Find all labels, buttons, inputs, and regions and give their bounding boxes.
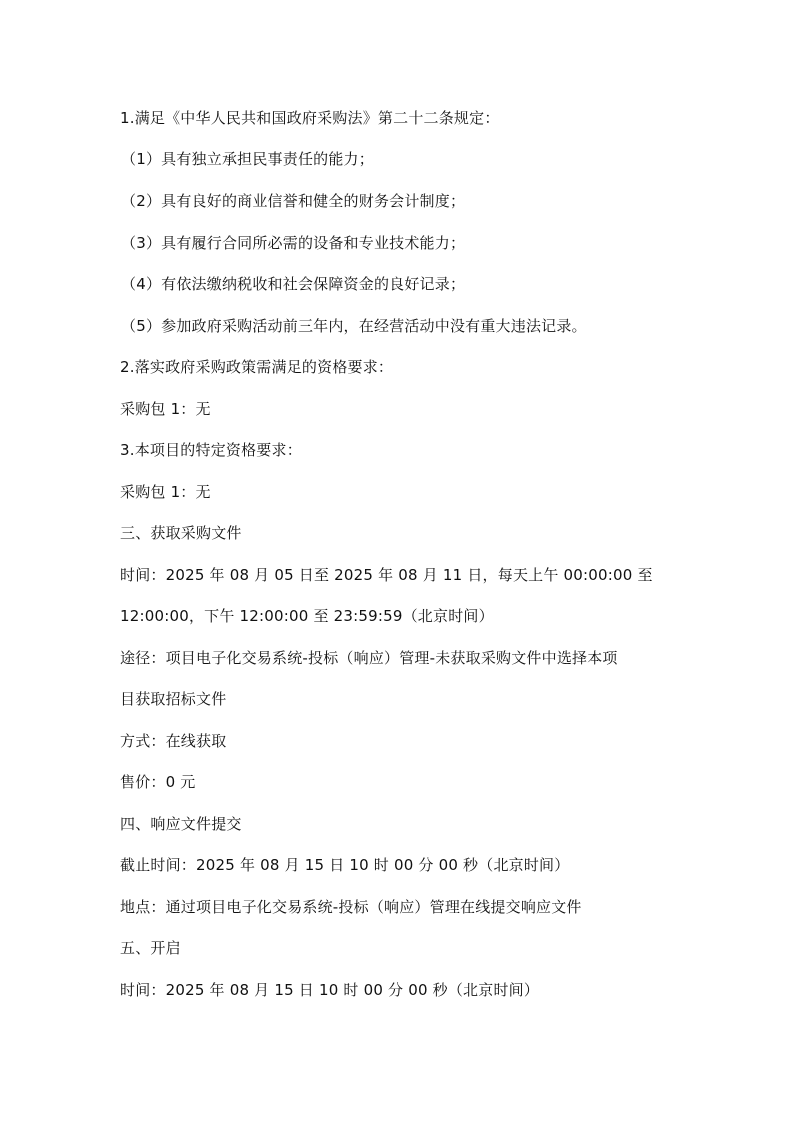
qualification-item: （1）具有独立承担民事责任的能力；: [121, 150, 374, 168]
section-heading-opening: 五、开启: [120, 939, 181, 957]
submission-location: 地点：通过项目电子化交易系统-投标（响应）管理在线提交响应文件: [120, 898, 582, 916]
submission-deadline: 截止时间：2025 年 08 月 15 日 10 时 00 分 00 秒（北京时间）: [120, 856, 570, 874]
qualification-item: （2）具有良好的商业信誉和健全的财务会计制度；: [121, 192, 466, 210]
qualification-intro: 1.满足《中华人民共和国政府采购法》第二十二条规定：: [120, 109, 500, 127]
qualification-item: （5）参加政府采购活动前三年内，在经营活动中没有重大违法记录。: [121, 317, 587, 335]
obtain-method: 方式：在线获取: [120, 732, 227, 750]
qualification-item: （3）具有履行合同所必需的设备和专业技术能力；: [121, 234, 466, 252]
obtain-way: 途径：项目电子化交易系统-投标（响应）管理-未获取采购文件中选择本项: [120, 649, 618, 667]
obtain-time: 时间：2025 年 08 月 05 日至 2025 年 08 月 11 日，每天上午 00:00:00 至: [120, 566, 653, 584]
opening-time: 时间：2025 年 08 月 15 日 10 时 00 分 00 秒（北京时间）: [120, 981, 540, 999]
qualification-item: （4）有依法缴纳税收和社会保障资金的良好记录；: [121, 275, 466, 293]
section-heading-obtain: 三、获取采购文件: [120, 524, 242, 542]
section-heading-submission: 四、响应文件提交: [120, 815, 242, 833]
specific-value: 采购包 1：无: [120, 483, 211, 501]
policy-heading: 2.落实政府采购政策需满足的资格要求：: [120, 358, 394, 376]
specific-heading: 3.本项目的特定资格要求：: [120, 441, 302, 459]
obtain-time-continued: 12:00:00，下午 12:00:00 至 23:59:59（北京时间）: [120, 607, 494, 625]
obtain-way-continued: 目获取招标文件: [120, 690, 227, 708]
policy-value: 采购包 1：无: [120, 400, 211, 418]
obtain-price: 售价：0 元: [120, 773, 196, 791]
